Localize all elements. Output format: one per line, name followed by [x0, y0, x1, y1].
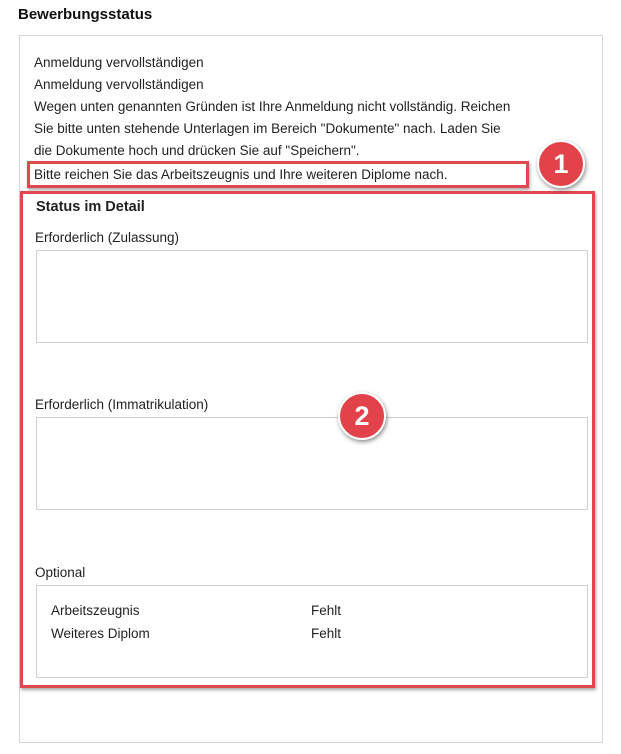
- status-line: die Dokumente hoch und drücken Sie auf "Speichern".: [34, 143, 360, 158]
- optional-item-name: Arbeitszeugnis: [51, 603, 140, 618]
- missing-documents-note: Bitte reichen Sie das Arbeitszeugnis und Ihre weiteren Diplome nach.: [34, 167, 448, 182]
- immatrikulation-label: Erforderlich (Immatrikulation): [35, 397, 209, 412]
- optional-label: Optional: [35, 565, 86, 580]
- callout-badge-1: 1: [537, 140, 585, 188]
- zulassung-label: Erforderlich (Zulassung): [35, 230, 180, 245]
- page-title: Bewerbungsstatus: [18, 6, 153, 23]
- status-line: Sie bitte unten stehende Unterlagen im Bereich "Dokumente" nach. Laden Sie: [34, 121, 501, 136]
- callout-badge-2: 2: [338, 392, 386, 440]
- status-detail-title: Status im Detail: [36, 199, 145, 215]
- optional-item-status: Fehlt: [311, 626, 342, 641]
- status-line: Wegen unten genannten Gründen ist Ihre Anmeldung nicht vollständig. Reichen: [34, 99, 511, 114]
- callout-highlight-detail: [20, 191, 595, 688]
- status-line: Anmeldung vervollständigen: [34, 55, 204, 70]
- status-line: Anmeldung vervollständigen: [34, 77, 204, 92]
- optional-item-status: Fehlt: [311, 603, 342, 618]
- optional-item-name: Weiteres Diplom: [51, 626, 150, 641]
- callout-highlight-note: [27, 161, 529, 188]
